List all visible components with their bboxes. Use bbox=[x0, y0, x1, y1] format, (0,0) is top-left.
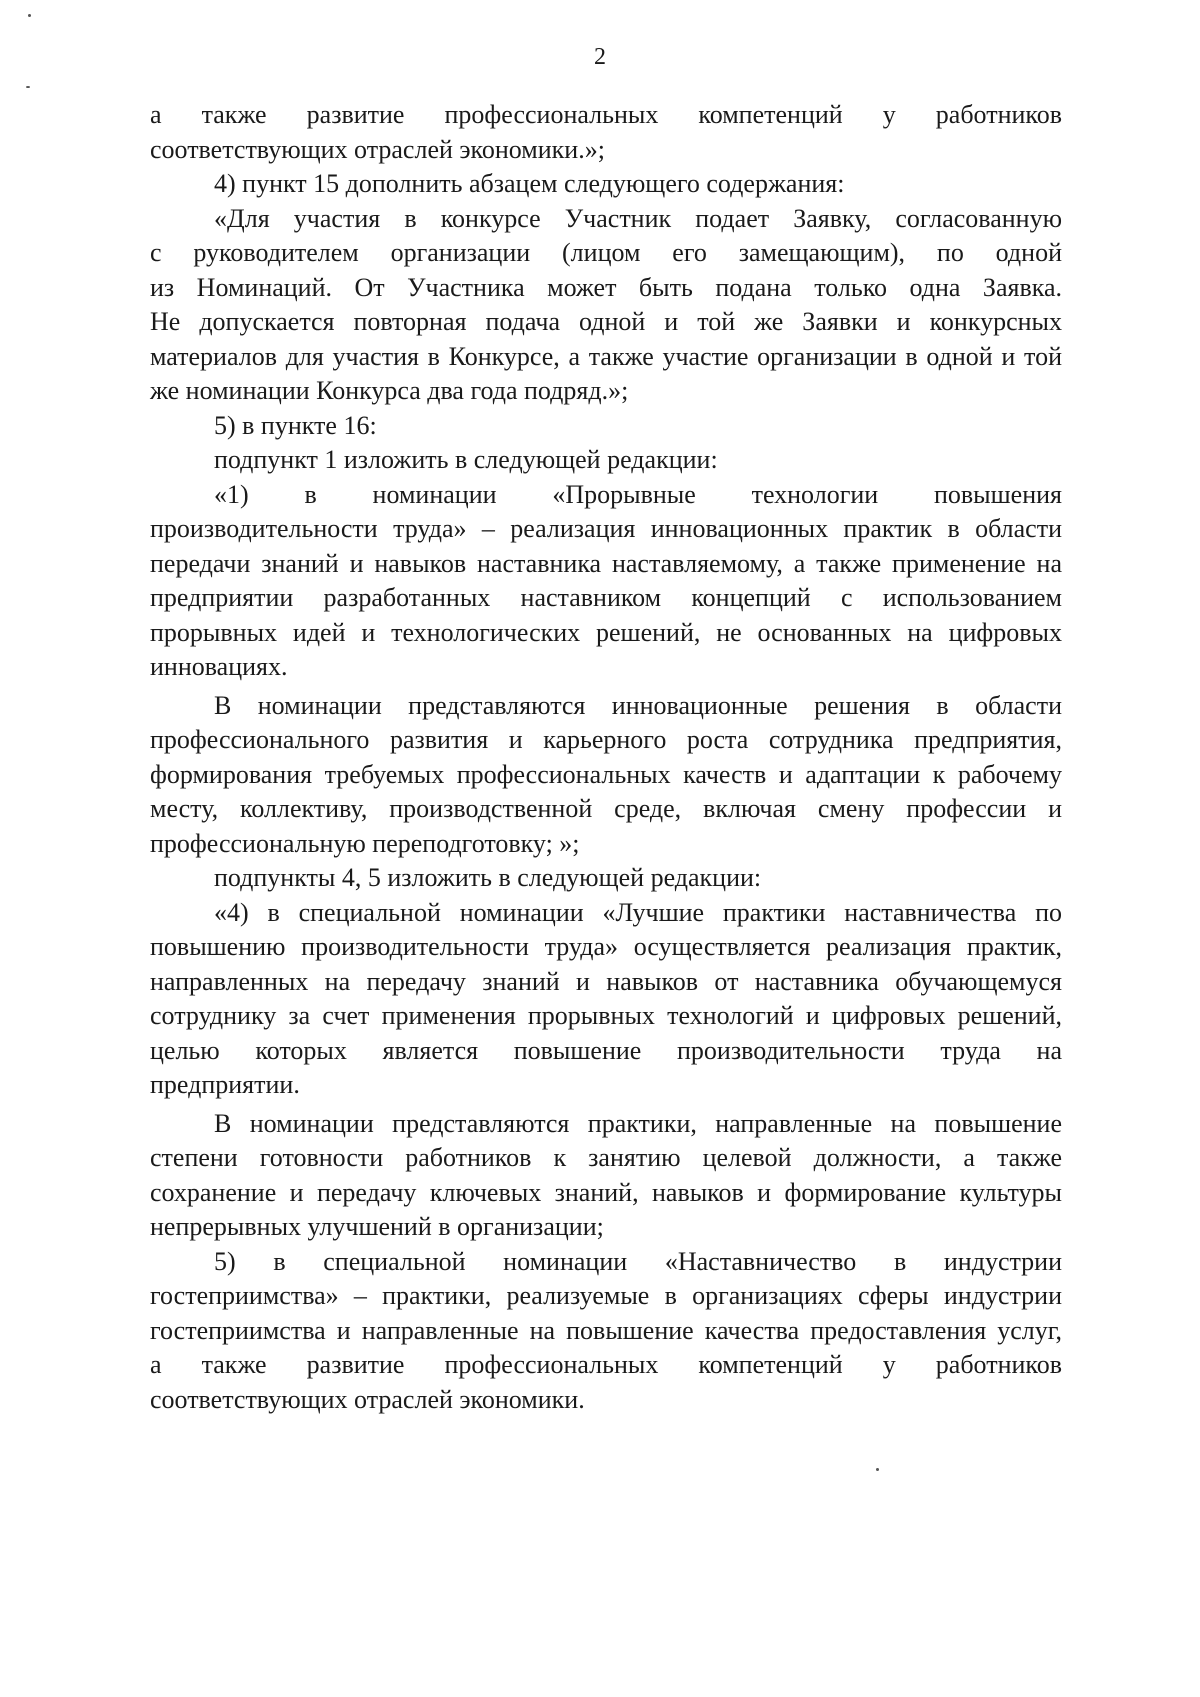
text-line: сотруднику за счет применения прорывных технологий и цифровых решений, bbox=[150, 1001, 1062, 1030]
text-line: инновациях. bbox=[150, 652, 288, 681]
page-number: 2 bbox=[594, 44, 606, 70]
text-line: профессионального развития и карьерного роста сотрудника предприятия, bbox=[150, 725, 1062, 754]
text-line: а также развитие профессиональных компетенций у работников bbox=[150, 100, 1062, 129]
text-line: соответствующих отраслей экономики.»; bbox=[150, 134, 605, 164]
text-line: гостеприимства и направленные на повышение качества предоставления услуг, bbox=[150, 1315, 1062, 1345]
text-line: передачи знаний и навыков наставника наставляемому, а также применение на bbox=[150, 548, 1062, 578]
text-line: непрерывных улучшений в организации; bbox=[150, 1212, 604, 1241]
text-line: материалов для участия в Конкурсе, а также участие организации в одной и той bbox=[150, 341, 1062, 371]
text-line: подпункты 4, 5 изложить в следующей редакции: bbox=[214, 863, 762, 892]
text-line: соответствующих отраслей экономики. bbox=[150, 1384, 585, 1414]
text-line: производительности труда» – реализация инновационных практик в области bbox=[150, 514, 1062, 543]
text-line: 4) пункт 15 дополнить абзацем следующего содержания: bbox=[214, 169, 845, 198]
text-line: «4) в специальной номинации «Лучшие практики наставничества по bbox=[214, 897, 1062, 927]
text-line: а также развитие профессиональных компетенций у работников bbox=[150, 1350, 1062, 1379]
text-line: предприятии разработанных наставником концепций с использованием bbox=[150, 583, 1062, 612]
text-line: же номинации Конкурса два года подряд.»; bbox=[150, 376, 629, 405]
document-body bbox=[150, 98, 1062, 1417]
text-line: формирования требуемых профессиональных качеств и адаптации к рабочему bbox=[150, 759, 1062, 789]
text-line: В номинации представляются инновационные решения в области bbox=[214, 690, 1062, 720]
text-line: «1) в номинации «Прорывные технологии повышения bbox=[214, 479, 1062, 509]
text-line: повышению производительности труда» осуществляется реализация практик, bbox=[150, 932, 1062, 961]
text-line: направленных на передачу знаний и навыков от наставника обучающемуся bbox=[150, 966, 1062, 996]
text-line: из Номинаций. От Участника может быть подана только одна Заявка. bbox=[150, 272, 1062, 302]
text-line: месту, коллективу, производственной среде, включая смену профессии и bbox=[150, 794, 1062, 823]
text-line: профессиональную переподготовку; »; bbox=[150, 828, 580, 858]
text-line: 5) в специальной номинации «Наставничество в индустрии bbox=[214, 1246, 1062, 1276]
text-line: 5) в пункте 16: bbox=[214, 410, 377, 440]
text-line: предприятии. bbox=[150, 1070, 300, 1099]
text-line: Не допускается повторная подача одной и той же Заявки и конкурсных bbox=[150, 307, 1062, 336]
text-line: степени готовности работников к занятию целевой должности, а также bbox=[150, 1143, 1062, 1172]
text-line: прорывных идей и технологических решений, не основанных на цифровых bbox=[150, 617, 1062, 647]
text-line: сохранение и передачу ключевых знаний, навыков и формирование культуры bbox=[150, 1177, 1062, 1207]
text-line: гостеприимства» – практики, реализуемые в организациях сферы индустрии bbox=[150, 1281, 1062, 1310]
text-line: с руководителем организации (лицом его замещающим), по одной bbox=[150, 238, 1062, 267]
text-line: подпункт 1 изложить в следующей редакции: bbox=[214, 445, 718, 474]
text-line: В номинации представляются практики, направленные на повышение bbox=[214, 1108, 1062, 1138]
text-line: целью которых является повышение производительности труда на bbox=[150, 1035, 1062, 1065]
text-line: «Для участия в конкурсе Участник подает Заявку, согласованную bbox=[214, 203, 1062, 233]
